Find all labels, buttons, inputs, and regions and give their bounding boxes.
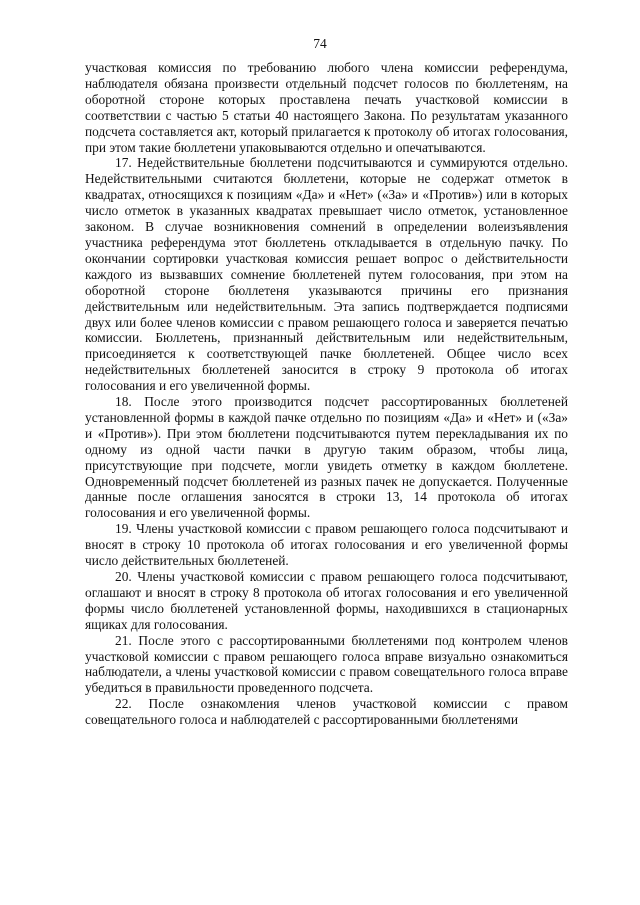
paragraph-17: 17. Недействительные бюллетени подсчитываются и суммируются отдельно. Недействительными считаются бюллетени, которые не содержат отметок в квадратах, относящихся к позициям «Да» и «Нет» («За» и «Против») или в которых число отметок в указанных квадратах превышает число отметок, установленное законом. В случае возникновения сомнений в определении волеизъявления участника референдума этот бюллетень откладывается в отдельную пачку. По окончании сортировки участковая комиссия решает вопрос о действительности каждого из вызвавших сомнение бюллетеней путем голосования, при этом на оборотной стороне бюллетеня указываются причины его признания действительным или недействительным. Эта запись подтверждается подписями двух или более членов комиссии с правом решающего голоса и заверяется печатью комиссии. Бюллетень, признанный действительным или недействительным, присоединяется к соответствующей пачке бюллетеней. Общее число всех недействительных бюллетеней заносится в строку 9 протокола об итогах голосования и его увеличенной формы. xyxy=(85,155,568,394)
document-body xyxy=(85,60,568,728)
paragraph-21: 21. После этого с рассортированными бюллетенями под контролем членов участковой комиссии с правом решающего голоса вправе визуально ознакомиться наблюдатели, а члены участковой комиссии с правом совещательного голоса вправе убедиться в правильности проведенного подсчета. xyxy=(85,632,568,696)
page-number: 74 xyxy=(313,36,327,51)
paragraph-18: 18. После этого производится подсчет рассортированных бюллетеней установленной формы в каждой пачке отдельно по позициям «Да» и «Нет» и («За» и «Против»). При этом бюллетени подсчитываются путем перекладывания их по одному из одной части пачки в другую таким образом, чтобы лица, присутствующие при подсчете, могли увидеть отметку в каждом бюллетене. Одновременный подсчет бюллетеней из разных пачек не допускается. Полученные данные после оглашения заносятся в строки 13, 14 протокола об итогах голосования и его увеличенной формы. xyxy=(85,394,568,521)
paragraph-22: 22. После ознакомления членов участковой комиссии с правом совещательного голоса и наблюдателей с рассортированными бюллетенями xyxy=(85,696,568,728)
paragraph-continuation: участковая комиссия по требованию любого члена комиссии референдума, наблюдателя обязана произвести отдельный подсчет голосов по бюллетеням, на оборотной стороне которых проставлена печать участковой комиссии в соответствии с частью 5 статьи 40 настоящего Закона. По результатам указанного подсчета составляется акт, который прилагается к протоколу об итогах голосования, при этом такие бюллетени упаковываются отдельно и опечатываются. xyxy=(85,60,568,155)
paragraph-20: 20. Члены участковой комиссии с правом решающего голоса подсчитывают, оглашают и вносят в строку 8 протокола об итогах голосования и его увеличенной формы число бюллетеней установленной формы, находившихся в стационарных ящиках для голосования. xyxy=(85,569,568,632)
paragraph-19: 19. Члены участковой комиссии с правом решающего голоса подсчитывают и вносят в строку 10 протокола об итогах голосования и его увеличенной формы число действительных бюллетеней. xyxy=(85,521,568,569)
